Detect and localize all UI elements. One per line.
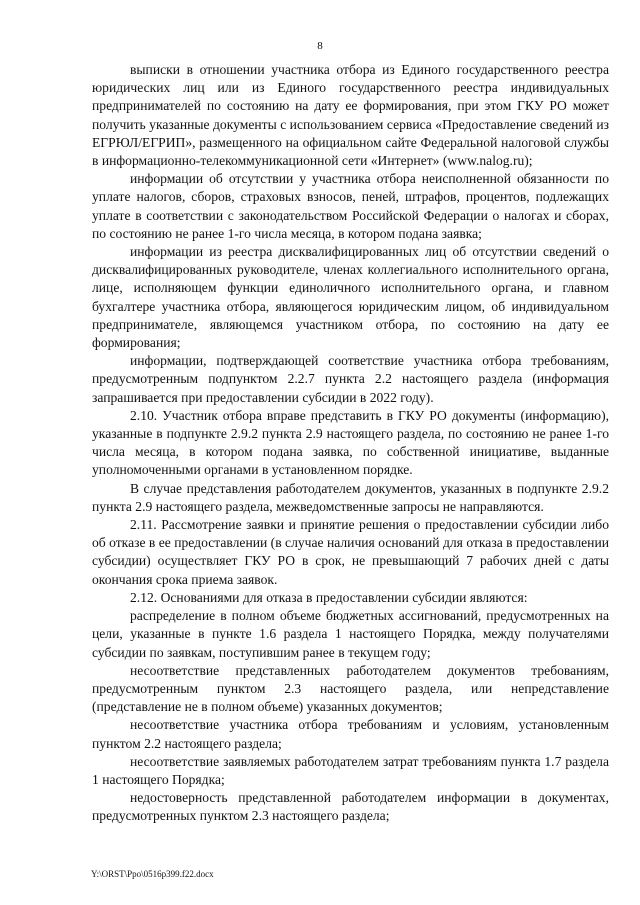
paragraph: 2.11. Рассмотрение заявки и принятие решения о предоставлении субсидии либо об отказе в ее предоставлении (в случае наличия оснований для отказа в предоставлении субсидии) осуществляет ГКУ РО в срок, не превышающий 7 рабочих дней с даты окончания срока приема заявок. <box>92 517 609 587</box>
footer-file-path: Y:\ORST\Ppo\0516p399.f22.docx <box>91 869 214 879</box>
page-number: 8 <box>317 40 323 52</box>
paragraph: несоответствие представленных работодателем документов требованиям, предусмотренным пунктом 2.3 настоящего раздела, или непредставление (представление не в полном объеме) указанных документов; <box>92 662 609 715</box>
body-text <box>92 61 609 826</box>
paragraph: 2.12. Основаниями для отказа в предоставлении субсидии являются: <box>130 589 528 605</box>
paragraph: информации, подтверждающей соответствие участника отбора требованиям, предусмотренным подпунктом 2.2.7 пункта 2.2 настоящего раздела (информация запрашивается при предоставлении субсидии в 2022 году). <box>92 353 609 405</box>
paragraph: распределение в полном объеме бюджетных ассигнований, предусмотренных на цели, указанные в пункте 1.6 раздела 1 настоящего Порядка, между получателями субсидии по заявкам, поступившим ранее в текущем году; <box>92 608 609 660</box>
paragraph: информации из реестра дисквалифицированных лиц об отсутствии сведений о дисквалифицированных руководителе, членах коллегиального исполнительного органа, лице, исполняющем функции единоличного исполнительного органа, и главном бухгалтере участника отбора, являющегося юридическим лицом, об индивидуальном предпринимателе, являющемся участником отбора, по состоянию на дату ее формирования; <box>92 244 609 351</box>
paragraph: недостоверность представленной работодателем информации в документах, предусмотренных пунктом 2.3 настоящего раздела; <box>92 790 609 824</box>
paragraph: несоответствие участника отбора требованиям и условиям, установленным пунктом 2.2 настоящего раздела; <box>92 717 609 751</box>
paragraph: несоответствие заявляемых работодателем затрат требованиям пункта 1.7 раздела 1 настоящего Порядка; <box>92 753 609 787</box>
paragraph: 2.10. Участник отбора вправе представить в ГКУ РО документы (информацию), указанные в подпункте 2.9.2 пункта 2.9 настоящего раздела, по состоянию не ранее 1-го числа месяца, в котором подана заявка, по собственной инициативе, выданные уполномоченными органами в установленном порядке. <box>92 407 609 478</box>
paragraph: В случае представления работодателем документов, указанных в подпункте 2.9.2 пункта 2.9 настоящего раздела, межведомственные запросы не направляются. <box>92 480 609 514</box>
paragraph: информации об отсутствии у участника отбора неисполненной обязанности по уплате налогов, сборов, страховых взносов, пеней, штрафов, процентов, подлежащих уплате в соответствии с законодательством Российской Федерации о налогах и сборах, по состоянию не ранее 1-го числа месяца, в котором подана заявка; <box>92 171 609 241</box>
paragraph: выписки в отношении участника отбора из Единого государственного реестра юридических лиц или из Единого государственного реестра индивидуальных предпринимателей по состоянию на дату ее формирования, при этом ГКУ РО может получить указанные документы с использованием сервиса «Предоставление сведений из ЕГРЮЛ/ЕГРИП», размещенного на официальном сайте Федеральной налоговой службы в информационно-телекоммуникационной сети «Интернет» (www.nalog.ru); <box>92 62 609 169</box>
